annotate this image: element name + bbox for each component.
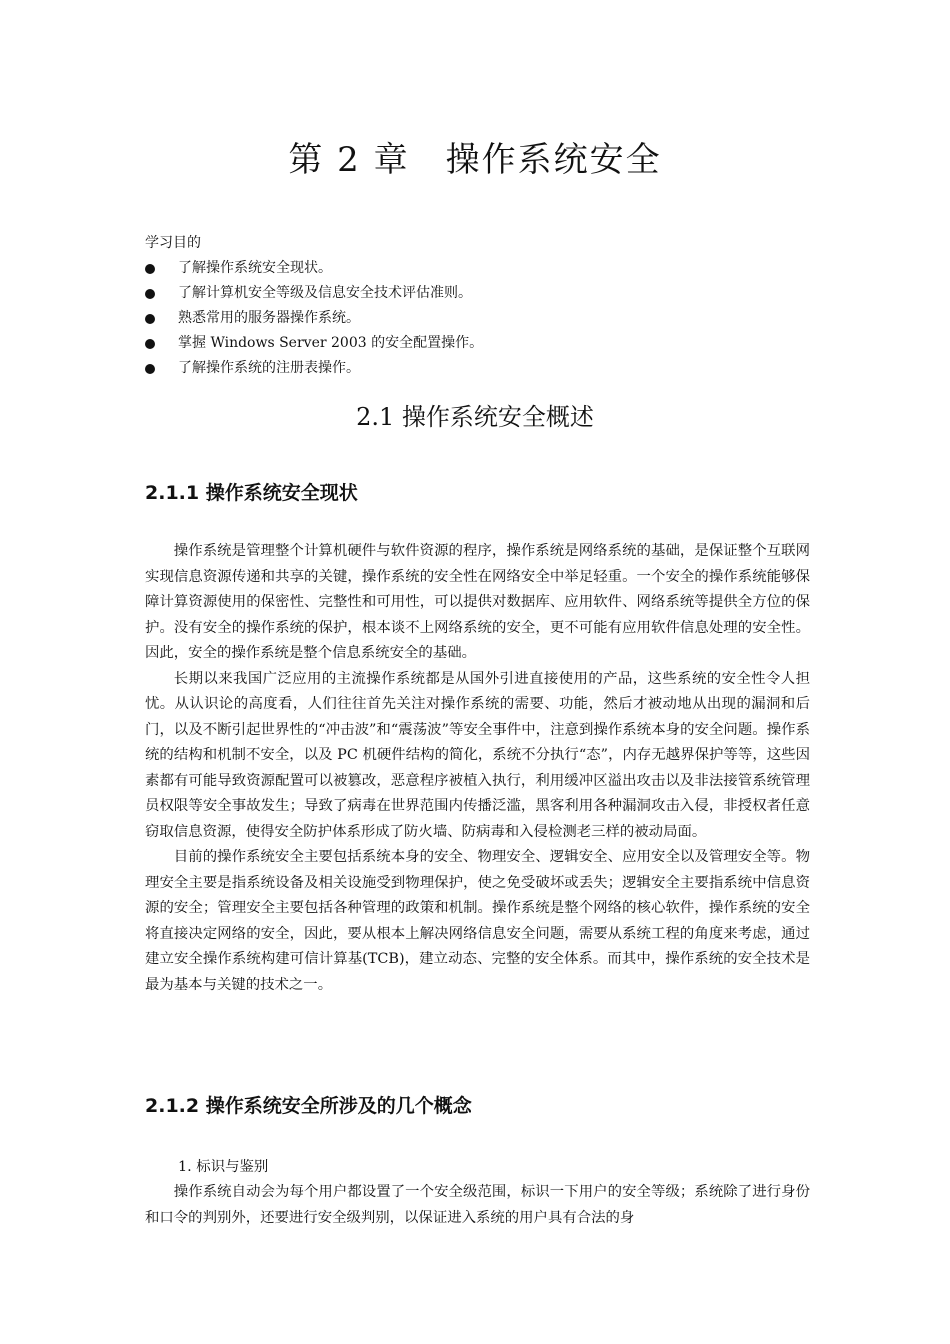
objective-text: 掌握 Windows Server 2003 的安全配置操作。 [178, 335, 484, 351]
objective-item [145, 331, 825, 356]
objective-text: 了解操作系统的注册表操作。 [178, 360, 360, 376]
objectives-list [145, 256, 825, 381]
bullet-icon [145, 314, 155, 324]
objective-item [145, 306, 825, 331]
concept-label: 1. 标识与鉴别 [178, 1159, 269, 1175]
bullet-icon [145, 264, 155, 274]
section-title-2-1: 2.1 操作系统安全概述 [356, 403, 594, 431]
subsection-body-2-1-2 [145, 1180, 810, 1231]
objective-text: 了解操作系统安全现状。 [178, 260, 332, 276]
objective-text: 熟悉常用的服务器操作系统。 [178, 310, 360, 326]
subsection-title-2-1-1: 2.1.1 操作系统安全现状 [145, 482, 358, 504]
objectives-heading: 学习目的 [145, 235, 201, 251]
paragraph: 目前的操作系统安全主要包括系统本身的安全、物理安全、逻辑安全、应用安全以及管理安全等。物理安全主要是指系统设备及相关设施受到物理保护，使之免受破坏或丢失；逻辑安全主要指系统中信息资源的安全；管理安全主要包括各种管理的政策和机制。操作系统是整个网络的核心软件，操作系统的安全将直接决定网络的安全，因此，要从根本上解决网络信息安全问题，需要从系统工程的角度来考虑，通过建立安全操作系统构建可信计算基(TCB)，建立动态、完整的安全体系。而其中，操作系统的安全技术是最为基本与关键的技术之一。 [145, 849, 810, 993]
objective-item [145, 256, 825, 281]
bullet-icon [145, 339, 155, 349]
paragraph: 操作系统自动会为每个用户都设置了一个安全级范围，标识一下用户的安全等级；系统除了进行身份和口令的判别外，还要进行安全级判别，以保证进入系统的用户具有合法的身 [145, 1184, 810, 1226]
paragraph: 操作系统是管理整个计算机硬件与软件资源的程序，操作系统是网络系统的基础，是保证整个互联网实现信息资源传递和共享的关键，操作系统的安全性在网络安全中举足轻重。一个安全的操作系统能够保障计算资源使用的保密性、完整性和可用性，可以提供对数据库、应用软件、网络系统等提供全方位的保护。没有安全的操作系统的保护，根本谈不上网络系统的安全，更不可能有应用软件信息处理的安全性。因此，安全的操作系统是整个信息系统安全的基础。 [145, 543, 810, 661]
chapter-title: 第 2 章 操作系统安全 [288, 140, 662, 180]
objective-item [145, 281, 825, 306]
objective-text: 了解计算机安全等级及信息安全技术评估准则。 [178, 285, 472, 301]
subsection-title-2-1-2: 2.1.2 操作系统安全所涉及的几个概念 [145, 1095, 472, 1117]
objective-item [145, 356, 825, 381]
learning-objectives [145, 231, 825, 381]
paragraph: 长期以来我国广泛应用的主流操作系统都是从国外引进直接使用的产品，这些系统的安全性令人担忧。从认识论的高度看，人们往往首先关注对操作系统的需要、功能，然后才被动地从出现的漏洞和后门，以及不断引起世界性的“冲击波”和“震荡波”等安全事件中，注意到操作系统本身的安全问题。操作系统的结构和机制不安全，以及 PC 机硬件结构的简化，系统不分执行“态”，内存无越界保护等等，这些因素都有可能导致资源配置可以被篡改，恶意程序被植入执行，利用缓冲区溢出攻击以及非法接管系统管理员权限等安全事故发生；导致了病毒在世界范围内传播泛滥，黑客利用各种漏洞攻击入侵，非授权者任意窃取信息资源，使得安全防护体系形成了防火墙、防病毒和入侵检测老三样的被动局面。 [145, 670, 810, 840]
bullet-icon [145, 364, 155, 374]
subsection-body-2-1-1 [145, 539, 810, 998]
bullet-icon [145, 289, 155, 299]
